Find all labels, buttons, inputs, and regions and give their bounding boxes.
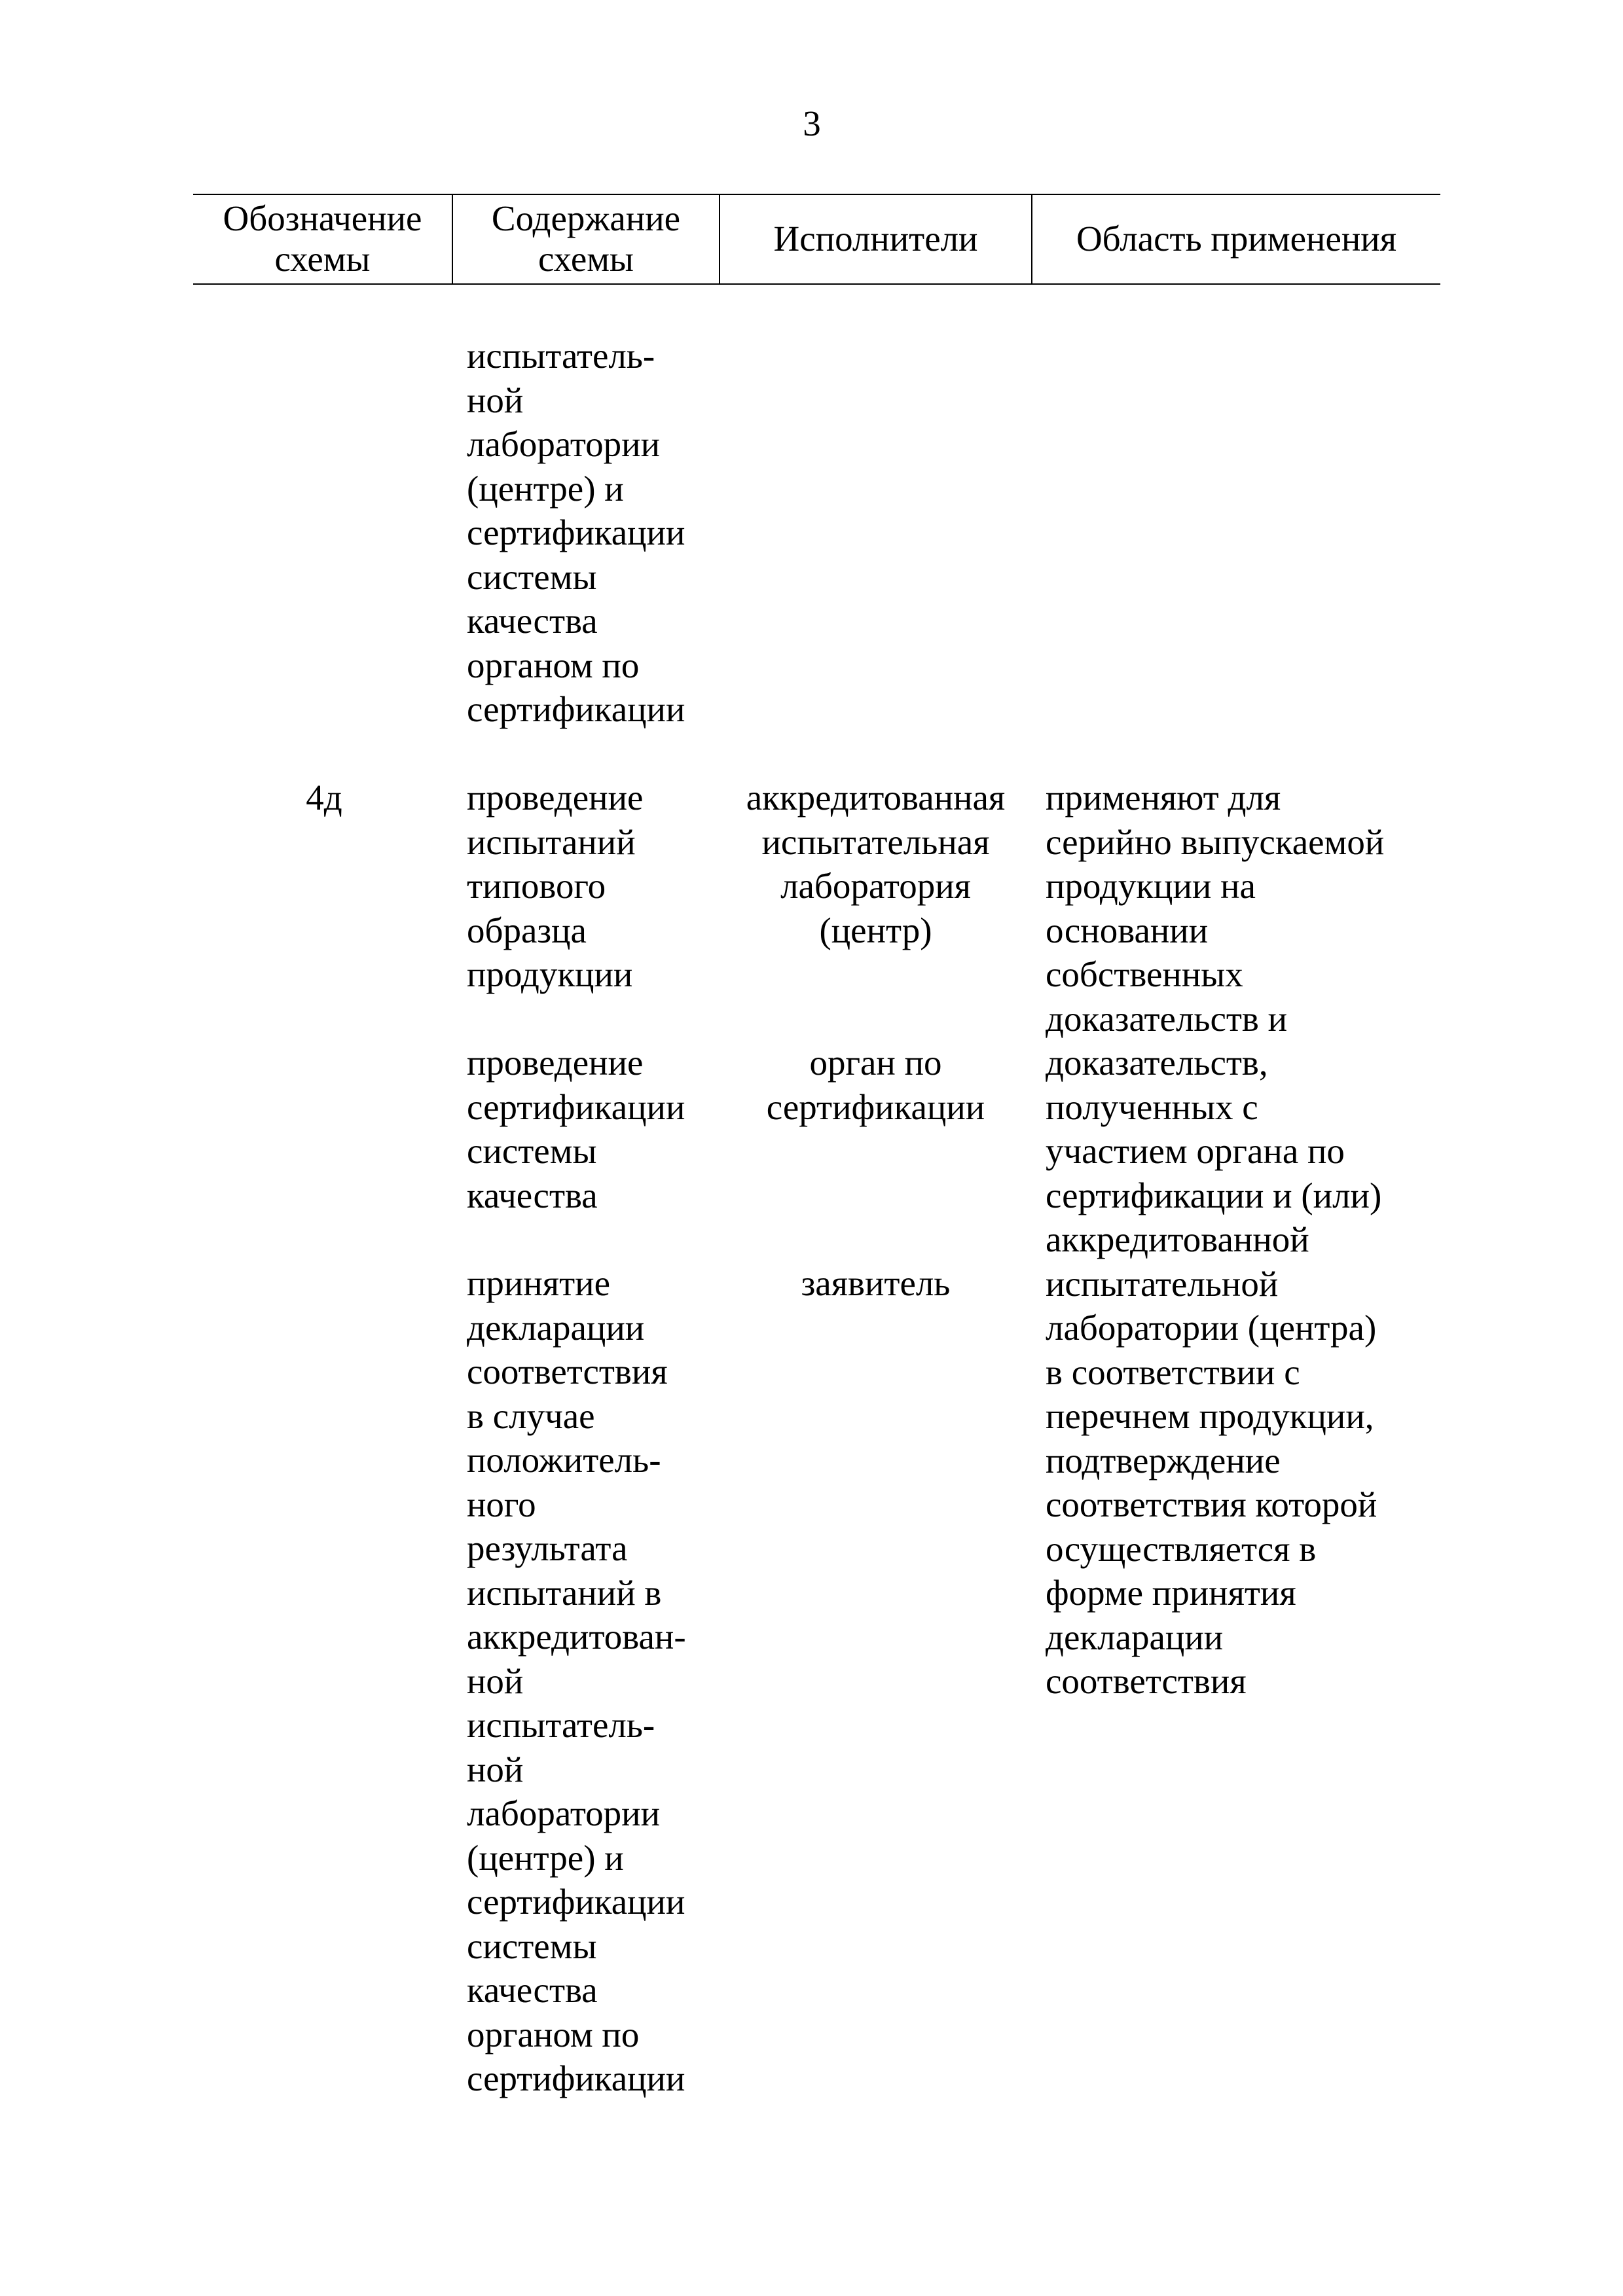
text-line: (центре) и [467, 1837, 624, 1878]
text-line: ного [467, 1484, 536, 1524]
text-line: в случае [467, 1395, 595, 1436]
header-scheme-content [453, 194, 719, 284]
header-text-line: Содержание [491, 198, 681, 238]
content-cell-quality-certification [467, 1041, 685, 1217]
text-line: декларации [1046, 1617, 1224, 1657]
text-line: в соответствии с [1046, 1352, 1300, 1392]
content-cell-type-test [467, 776, 643, 997]
header-executors [720, 194, 1031, 284]
text-line: типового [467, 866, 606, 906]
text-line: подтверждение [1046, 1440, 1281, 1480]
text-line: системы [467, 1926, 597, 1966]
text-line: испытаний в [467, 1572, 662, 1613]
text-line: перечнем продукции, [1046, 1396, 1374, 1436]
text-line: системы [467, 1131, 597, 1171]
text-line: результата [467, 1528, 628, 1568]
text-line: осуществляется в [1046, 1528, 1317, 1569]
text-line: ной [467, 1749, 524, 1789]
text-line: орган по [809, 1043, 942, 1083]
content-cell-continuation [467, 334, 685, 732]
header-application-scope [1032, 194, 1440, 284]
text-line: испытательной [1046, 1263, 1279, 1304]
text-line: качества [467, 601, 598, 641]
text-line: сертификации [467, 1882, 685, 1922]
text-line: испытательная [761, 821, 990, 862]
text-line: системы [467, 556, 597, 597]
text-line: сертификации [467, 512, 685, 552]
text-line: сертификации [467, 689, 685, 729]
text-line: органом по [467, 645, 640, 685]
text-line: лаборатории [467, 424, 661, 464]
text-line: полученных с [1046, 1086, 1258, 1127]
text-line: соответствия [1046, 1661, 1247, 1701]
text-line: продукции на [1046, 866, 1256, 906]
text-line: проведение [467, 778, 644, 817]
text-line: (центр) [819, 910, 932, 950]
scheme-code: 4д [306, 778, 342, 817]
text-line: соответствия [467, 1352, 668, 1391]
text-line: испытаний [467, 821, 636, 862]
text-line: продукции [467, 954, 633, 994]
text-line: аккредитованная [746, 778, 1006, 817]
text-line: качества [467, 1970, 598, 2010]
text-line: положитель- [467, 1440, 661, 1480]
text-line: основании [1046, 910, 1209, 950]
text-line: испытатель- [467, 336, 655, 376]
text-line: принятие [467, 1263, 610, 1303]
text-line: органом по [467, 2014, 640, 2054]
text-line: форме принятия [1046, 1573, 1296, 1613]
header-text-line: схемы [538, 239, 634, 279]
text-line: сертификации [766, 1086, 985, 1127]
header-text-line: Обозначение [223, 198, 422, 238]
text-line: ной [467, 1660, 524, 1701]
executor-cell-cert-body [720, 1041, 1031, 1129]
text-line: аккредитован- [467, 1617, 686, 1657]
content-cell-declaration [467, 1261, 686, 2101]
scope-cell [1046, 776, 1384, 1704]
header-text-line: Исполнители [773, 219, 978, 259]
text-line: аккредитованной [1046, 1219, 1309, 1259]
text-line: применяют для [1046, 778, 1281, 817]
text-line: доказательств и [1046, 998, 1288, 1039]
text-line: декларации [467, 1307, 645, 1348]
text-line: лаборатория [780, 866, 971, 906]
header-text-line: Область применения [1076, 219, 1397, 259]
page-number: 3 [803, 103, 821, 143]
text-line: доказательств, [1046, 1043, 1268, 1083]
scheme-code-cell [259, 776, 390, 820]
executor-cell-applicant [720, 1261, 1031, 1306]
text-line: качества [467, 1175, 598, 1215]
text-line: участием органа по [1046, 1131, 1345, 1171]
text-line: сертификации [467, 1086, 685, 1127]
text-line: лаборатории (центра) [1046, 1308, 1377, 1348]
text-line: сертификации [467, 2058, 685, 2098]
header-text-line: схемы [274, 239, 371, 279]
text-line: испытатель- [467, 1705, 655, 1745]
text-line: заявитель [801, 1263, 951, 1303]
text-line: соответствия которой [1046, 1484, 1377, 1524]
text-line: ной [467, 380, 524, 420]
header-scheme-designation [193, 194, 452, 284]
text-line: лаборатории [467, 1793, 661, 1833]
text-line: сертификации и (или) [1046, 1175, 1382, 1215]
text-line: серийно выпускаемой [1046, 821, 1385, 862]
text-line: (центре) и [467, 468, 624, 509]
text-line: образца [467, 910, 587, 950]
text-line: собственных [1046, 954, 1243, 994]
executor-cell-lab [720, 776, 1031, 952]
text-line: проведение [467, 1043, 644, 1083]
